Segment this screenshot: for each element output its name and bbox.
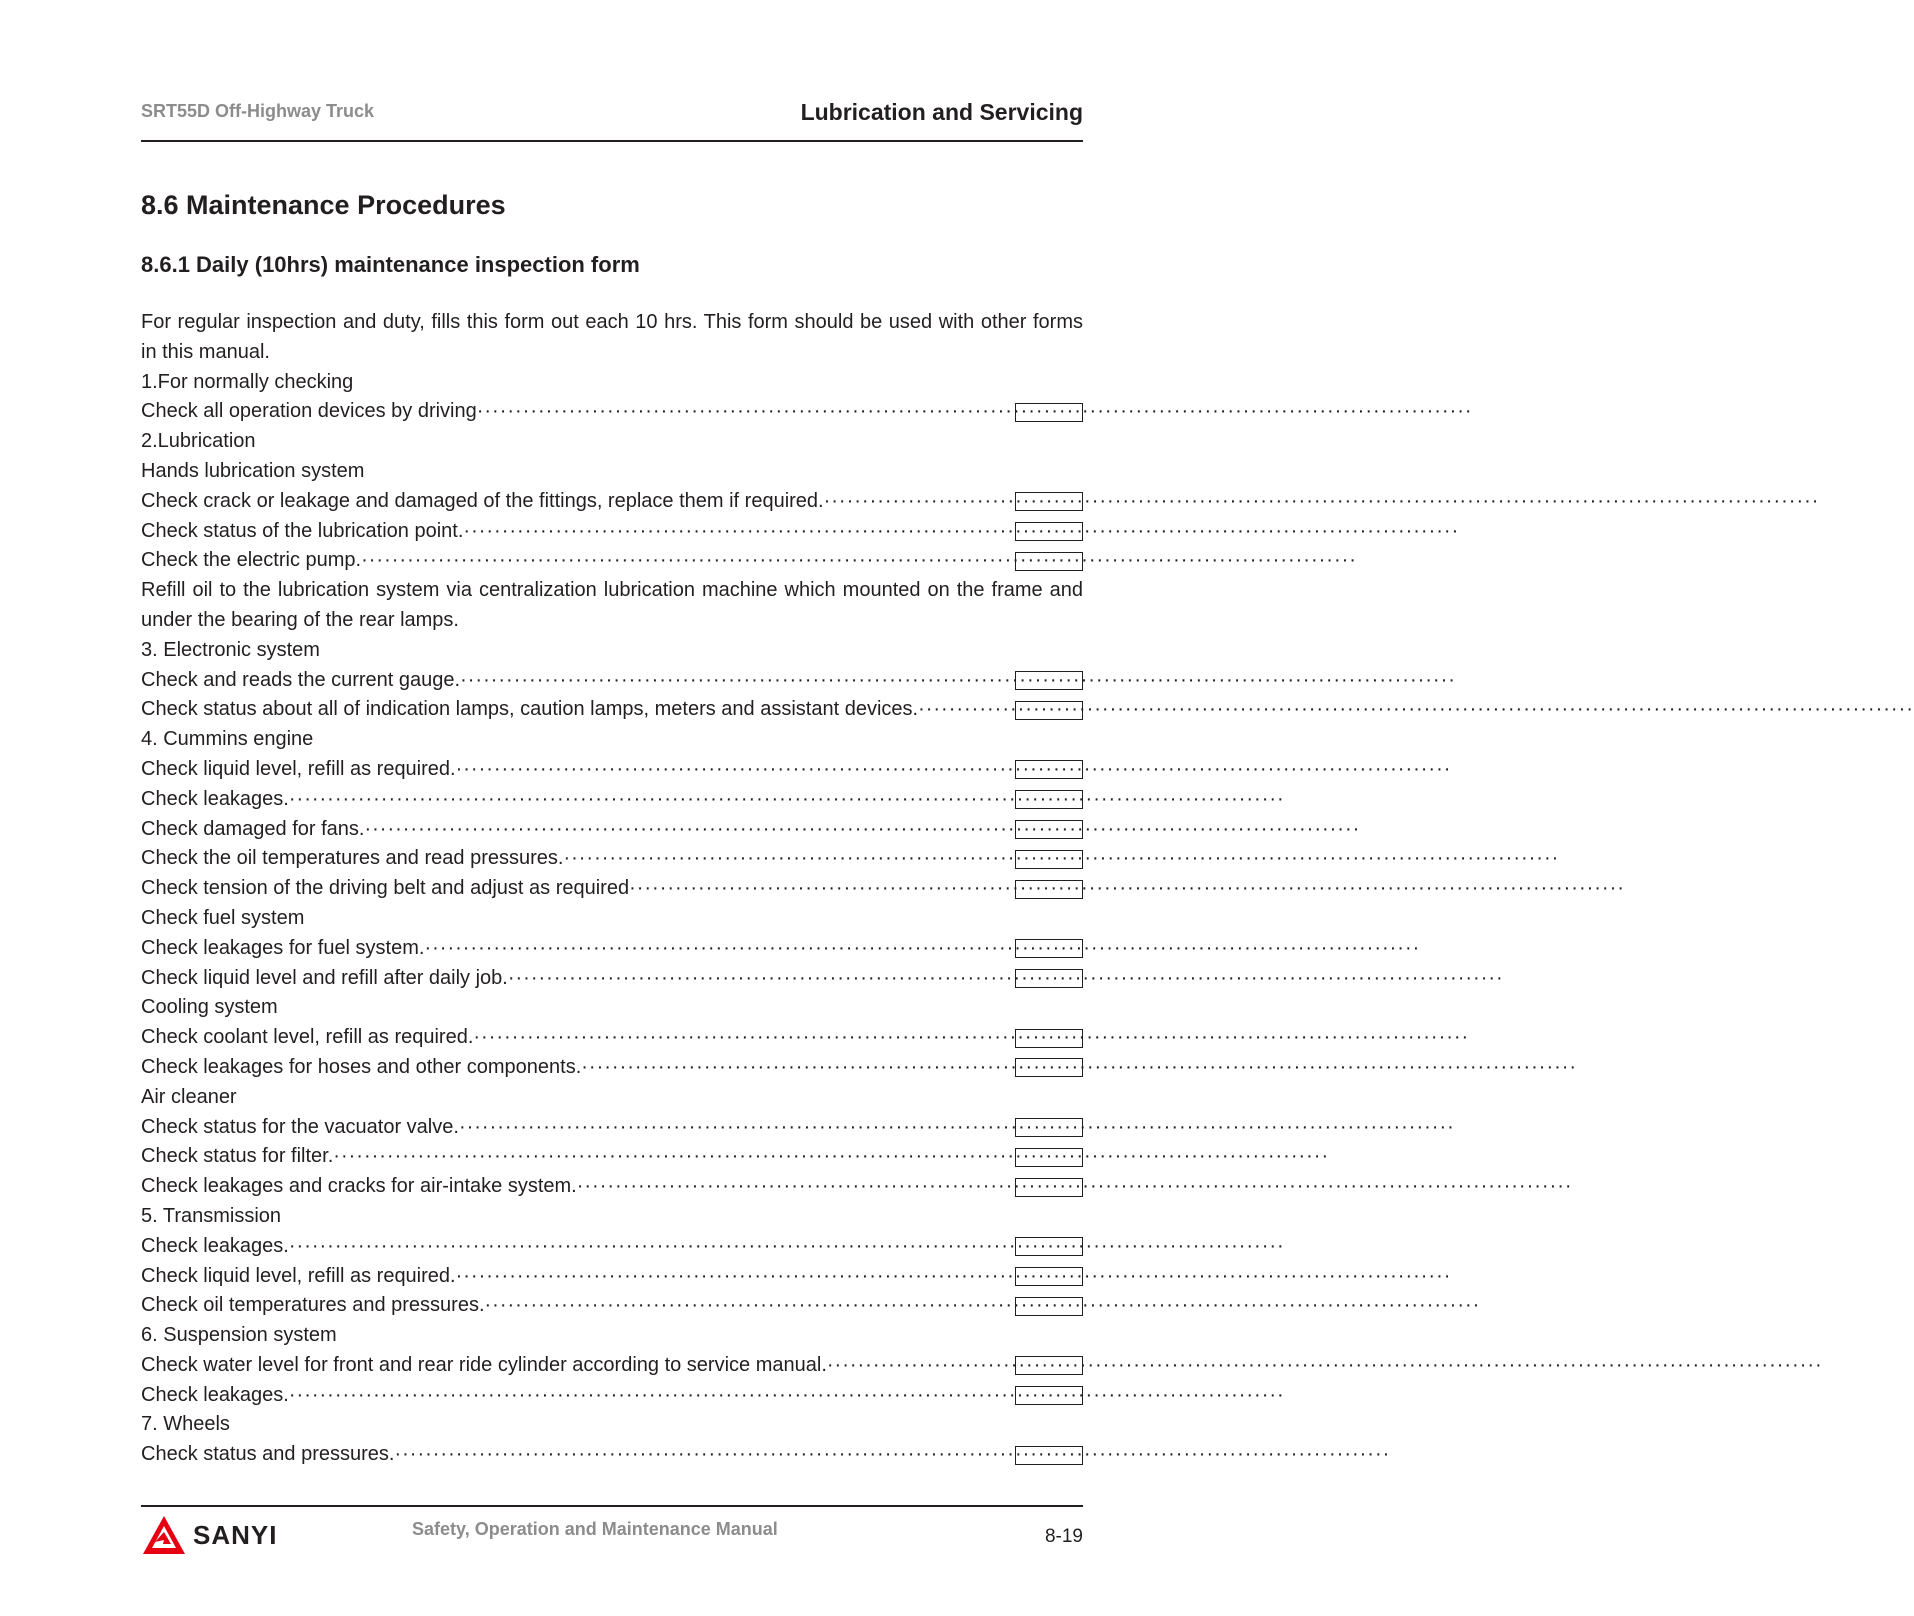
leader-dots: ·································································································································· — [364, 817, 1361, 840]
check-item-label: Check leakages for hoses and other components. — [141, 1055, 582, 1078]
group-heading: 7. Wheels — [141, 1413, 230, 1436]
check-box[interactable] — [1015, 701, 1083, 720]
leader-dots: ·································································································································· — [455, 1264, 1452, 1287]
leader-dots: ·································································································································· — [473, 1026, 1470, 1049]
checklist-row — [141, 964, 1504, 994]
leader-dots: ·································································································································· — [484, 1294, 1481, 1317]
inspection-form — [141, 308, 1914, 1470]
leader-dots: ·································································································································· — [394, 1443, 1391, 1466]
sanyi-logo-icon — [141, 1514, 187, 1556]
leader-dots: ·································································································································· — [823, 489, 1820, 512]
check-box[interactable] — [1015, 1386, 1083, 1405]
check-item-label: Check liquid level, refill as required. — [141, 757, 456, 780]
check-box[interactable] — [1015, 880, 1083, 899]
check-box[interactable] — [1015, 939, 1083, 958]
checklist-row — [141, 517, 1460, 547]
checklist-row — [141, 755, 1452, 785]
check-item-label: Check all operation devices by driving — [141, 400, 477, 423]
subgroup-heading: Hands lubrication system — [141, 459, 365, 482]
check-item-label: Check coolant level, refill as required. — [141, 1026, 474, 1049]
check-box[interactable] — [1015, 1356, 1083, 1375]
checklist-row — [141, 1172, 1573, 1202]
check-item-label: Check status for filter. — [141, 1145, 334, 1168]
group-heading: 5. Transmission — [141, 1204, 282, 1227]
check-item-label: Check the oil temperatures and read pressures. — [141, 847, 564, 870]
group-heading: 4. Cummins engine — [141, 728, 314, 751]
checklist-row — [141, 844, 1560, 874]
checklist-row — [141, 397, 1473, 427]
checklist-row — [141, 1053, 1578, 1083]
leader-dots: ·································································································································· — [476, 400, 1473, 423]
check-item-label: Check damaged for fans. — [141, 817, 365, 840]
section-title: 8.6 Maintenance Procedures — [141, 190, 506, 220]
check-item-label: Check status about all of indication lamps, caution lamps, meters and assistant devices. — [141, 698, 919, 721]
leader-dots: ·································································································································· — [361, 549, 1357, 572]
check-box[interactable] — [1015, 1148, 1083, 1167]
checklist-row — [141, 874, 1625, 904]
leader-dots: ·································································································································· — [288, 1234, 1285, 1257]
check-item-label: Check leakages. — [141, 1234, 289, 1257]
checklist-row — [141, 1023, 1470, 1053]
sanyi-logo-wordmark: SANYI — [193, 1519, 278, 1550]
checklist-row — [141, 1113, 1455, 1143]
checklist-row — [141, 1381, 1285, 1411]
leader-dots: ·································································································································· — [463, 519, 1460, 542]
checklist-row — [141, 1440, 1391, 1470]
leader-dots: ·································································································································· — [460, 668, 1456, 691]
check-box[interactable] — [1015, 552, 1083, 571]
header-divider — [141, 140, 1083, 142]
checklist-row-wrapped — [141, 576, 1083, 636]
leader-dots: ·································································································································· — [288, 787, 1285, 810]
sanyi-logo — [141, 1514, 277, 1556]
check-box[interactable] — [1015, 820, 1083, 839]
check-item-label: Check the electric pump. — [141, 549, 362, 572]
checklist-row — [141, 1262, 1452, 1292]
check-item-label: Check and reads the current gauge. — [141, 668, 461, 691]
check-item-label: Check tension of the driving belt and adjust as required — [141, 877, 630, 900]
leader-dots: ·································································································································· — [576, 1175, 1573, 1198]
checklist-row — [141, 666, 1456, 696]
leader-dots: ·································································································································· — [507, 966, 1504, 989]
check-item-label: Check leakages and cracks for air-intake system. — [141, 1175, 577, 1198]
check-box[interactable] — [1015, 1029, 1083, 1048]
check-item-label: Check leakages. — [141, 1383, 289, 1406]
check-box[interactable] — [1015, 1446, 1083, 1465]
intro-paragraph: For regular inspection and duty, fills this form out each 10 hrs. This form should be used with other forms in this manual. — [141, 311, 1083, 363]
check-box[interactable] — [1015, 760, 1083, 779]
subgroup-heading: Cooling system — [141, 996, 278, 1019]
checklist-row — [141, 546, 1357, 576]
check-box[interactable] — [1015, 1118, 1083, 1137]
group-heading: 1.For normally checking — [141, 370, 354, 393]
page-number: 8-19 — [1044, 1526, 1083, 1547]
check-box[interactable] — [1015, 969, 1083, 988]
check-item-label: Check leakages for fuel system. — [141, 936, 425, 959]
header-chapter-title: Lubrication and Servicing — [800, 99, 1083, 125]
check-box[interactable] — [1015, 850, 1083, 869]
leader-dots: ·································································································································· — [918, 698, 1914, 721]
check-box[interactable] — [1015, 1058, 1083, 1077]
group-heading: 2.Lubrication — [141, 430, 256, 453]
check-item-label: Check status for the vacuator valve. — [141, 1115, 459, 1138]
subgroup-heading: Air cleaner — [141, 1085, 237, 1108]
leader-dots: ·································································································································· — [288, 1383, 1285, 1406]
leader-dots: ·································································································································· — [455, 757, 1452, 780]
leader-dots: ·································································································································· — [424, 936, 1421, 959]
check-item-label: Check liquid level and refill after daily job. — [141, 966, 508, 989]
group-heading: 3. Electronic system — [141, 638, 320, 661]
check-box[interactable] — [1015, 671, 1083, 690]
checklist-row — [141, 695, 1914, 725]
group-heading: 6. Suspension system — [141, 1324, 337, 1347]
check-item-label: Check status and pressures. — [141, 1443, 395, 1466]
leader-dots: ·································································································································· — [333, 1145, 1330, 1168]
footer-manual-title: Safety, Operation and Maintenance Manual — [412, 1519, 778, 1539]
checklist-row — [141, 1232, 1285, 1262]
header-product-name: SRT55D Off-Highway Truck — [141, 101, 375, 121]
check-box[interactable] — [1015, 522, 1083, 541]
checklist-row — [141, 487, 1820, 517]
check-box[interactable] — [1015, 1267, 1083, 1286]
subgroup-heading: Check fuel system — [141, 906, 305, 929]
checklist-row — [141, 815, 1361, 845]
check-item-label: Check leakages. — [141, 787, 289, 810]
check-item-label: Check status of the lubrication point. — [141, 519, 464, 542]
subsection-title: 8.6.1 Daily (10hrs) maintenance inspection form — [141, 252, 640, 277]
checklist-row — [141, 785, 1285, 815]
checklist-row — [141, 1351, 1823, 1381]
check-item-label: Check water level for front and rear ride cylinder according to service manual. — [141, 1353, 827, 1376]
footer-divider — [141, 1505, 1083, 1507]
check-box[interactable] — [1015, 1237, 1083, 1256]
check-box[interactable] — [1015, 1178, 1083, 1197]
check-box[interactable] — [1015, 790, 1083, 809]
leader-dots: ·································································································································· — [629, 877, 1625, 900]
check-item-label: Check liquid level, refill as required. — [141, 1264, 456, 1287]
check-box[interactable] — [1015, 403, 1083, 422]
check-item-label: Check oil temperatures and pressures. — [141, 1294, 485, 1317]
check-item-label: Check crack or leakage and damaged of the fittings, replace them if required. — [141, 489, 824, 512]
leader-dots: ·································································································································· — [563, 847, 1560, 870]
checklist-row — [141, 1142, 1330, 1172]
check-box[interactable] — [1015, 1297, 1083, 1316]
check-item-label: Refill oil to the lubrication system via centralization lubrication machine which mounted on the frame and under the bearing of the rear lamps. — [141, 579, 1083, 631]
leader-dots: ·································································································································· — [458, 1115, 1455, 1138]
leader-dots: ·································································································································· — [581, 1055, 1578, 1078]
leader-dots: ·································································································································· — [826, 1353, 1823, 1376]
checklist-row — [141, 934, 1421, 964]
checklist-row — [141, 1291, 1481, 1321]
check-box[interactable] — [1015, 492, 1083, 511]
